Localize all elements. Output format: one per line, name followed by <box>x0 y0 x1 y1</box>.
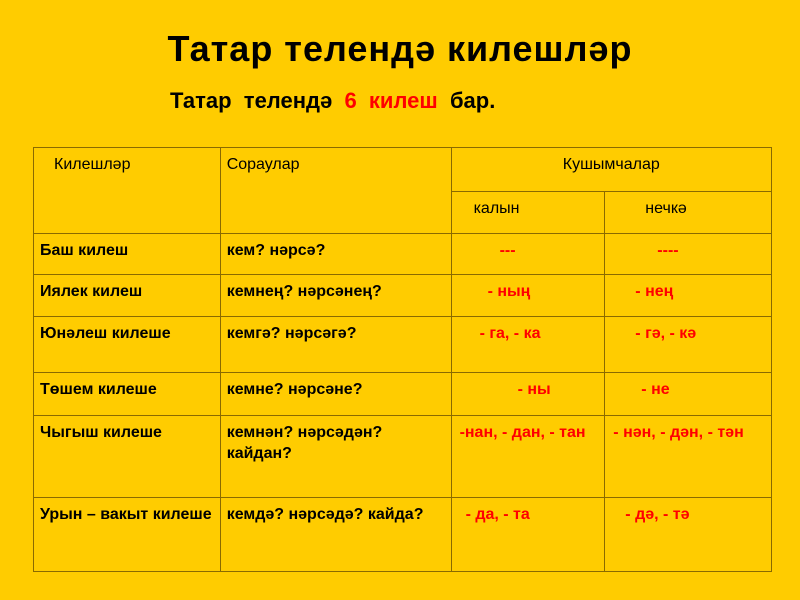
case-question: кемгә? нәрсәгә? <box>220 317 451 373</box>
case-question: кемдә? нәрсәдә? кайда? <box>220 498 451 572</box>
table-row <box>34 234 772 275</box>
case-question: кемнән? нәрсәдән? кайдан? <box>220 416 451 498</box>
table-row <box>34 317 772 373</box>
header-questions: Сораулар <box>220 148 451 234</box>
header-hard: калын <box>451 192 605 234</box>
subtitle-accent: 6 килеш <box>344 88 438 113</box>
table-row <box>34 275 772 317</box>
suffix-hard: - ның <box>451 275 605 317</box>
suffix-hard: - ны <box>451 373 605 416</box>
suffix-hard: --- <box>451 234 605 275</box>
case-name: Чыгыш килеше <box>34 416 221 498</box>
header-suffixes: Кушымчалар <box>451 148 771 192</box>
subtitle-text: Татар телендә <box>170 88 345 113</box>
suffix-soft: - гә, - кә <box>605 317 772 373</box>
case-name: Иялек килеш <box>34 275 221 317</box>
case-name: Баш килеш <box>34 234 221 275</box>
table-row <box>34 373 772 416</box>
case-name: Төшем килеше <box>34 373 221 416</box>
suffix-hard: - да, - та <box>451 498 605 572</box>
case-name: Юнәлеш килеше <box>34 317 221 373</box>
case-question: кемне? нәрсәне? <box>220 373 451 416</box>
page-title: Татар телендә килешләр <box>167 28 633 69</box>
header-soft: нечкә <box>605 192 772 234</box>
suffix-hard: - га, - ка <box>451 317 605 373</box>
suffix-soft: ---- <box>605 234 772 275</box>
suffix-hard: -нан, - дан, - тан <box>451 416 605 498</box>
subtitle-end: бар. <box>437 88 496 113</box>
table-row <box>34 498 772 572</box>
subtitle <box>170 88 495 114</box>
table-row <box>34 416 772 498</box>
case-question: кемнең? нәрсәнең? <box>220 275 451 317</box>
suffix-soft: - не <box>605 373 772 416</box>
header-row <box>34 148 772 192</box>
header-cases: Килешләр <box>34 148 221 234</box>
cases-table <box>33 147 772 572</box>
case-question: кем? нәрсә? <box>220 234 451 275</box>
suffix-soft: - нән, - дән, - тән <box>605 416 772 498</box>
suffix-soft: - нең <box>605 275 772 317</box>
case-name: Урын – вакыт килеше <box>34 498 221 572</box>
suffix-soft: - дә, - тә <box>605 498 772 572</box>
